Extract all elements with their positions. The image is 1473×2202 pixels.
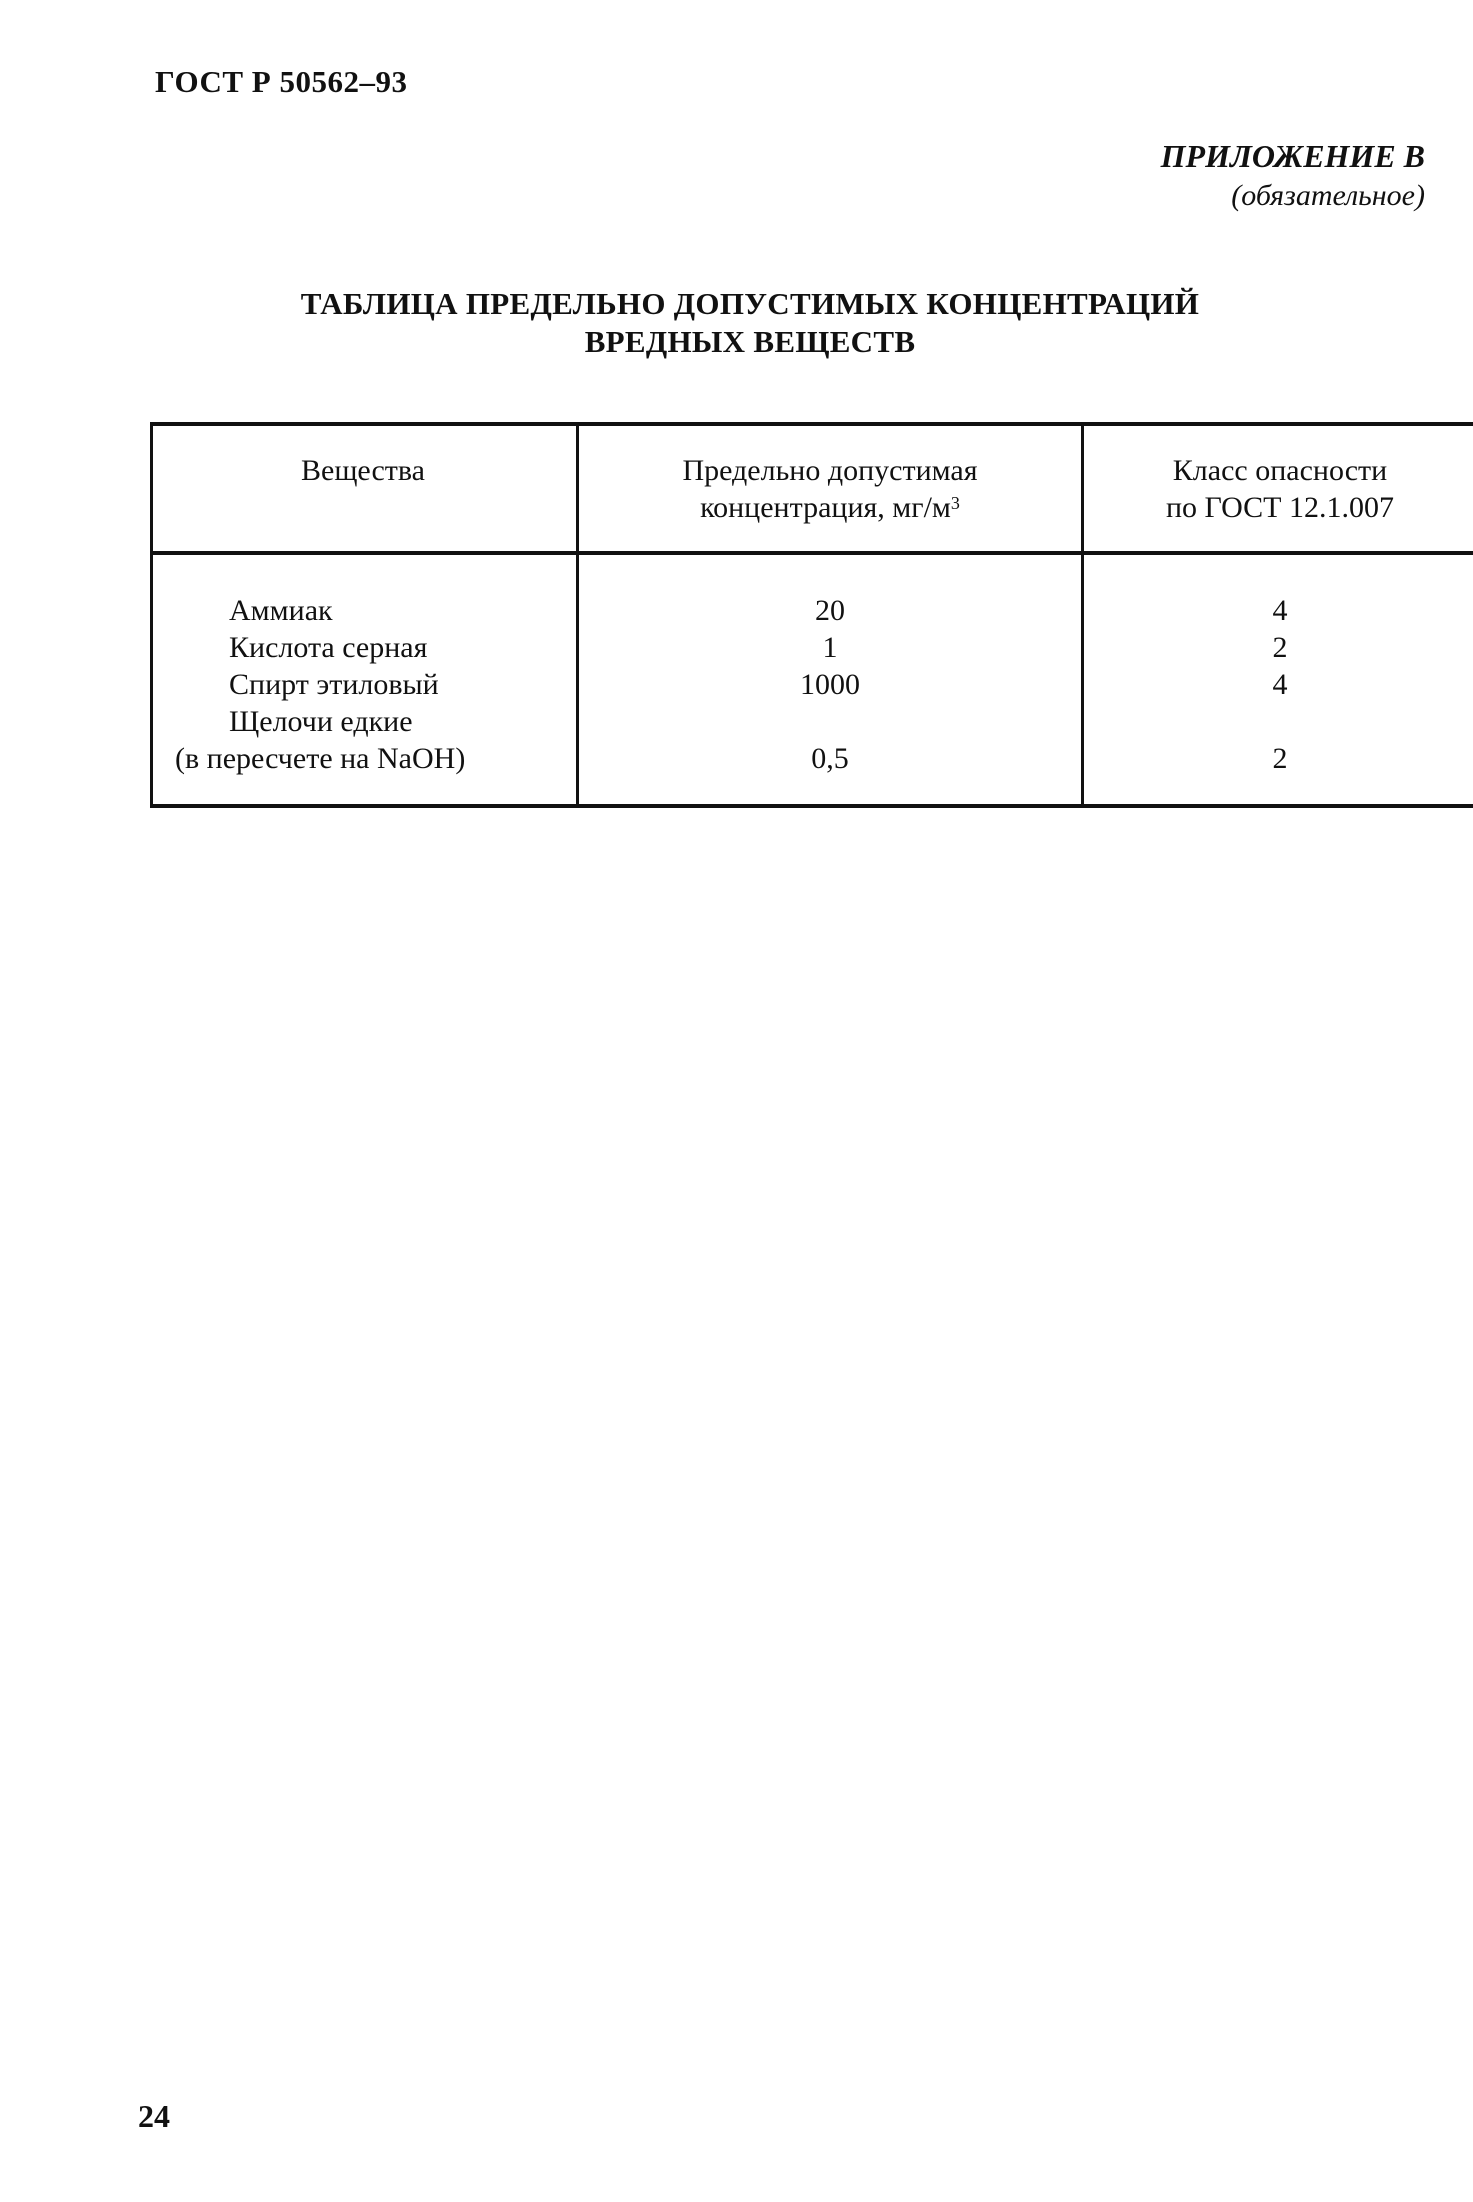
page-number: 24 bbox=[138, 2098, 170, 2134]
substance-cell: Спирт этиловый bbox=[229, 668, 439, 701]
hazard-class-cell: 4 bbox=[1272, 594, 1288, 627]
appendix-note: (обязательное) bbox=[1231, 179, 1425, 212]
table-body bbox=[153, 592, 1473, 777]
table-row bbox=[153, 666, 1473, 703]
substance-cell: Щелочи едкие (в пересчете на NaOH) bbox=[175, 705, 466, 775]
document-code: ГОСТ Р 50562–93 bbox=[155, 64, 408, 99]
column-header-mac: Предельно допустимая концентрация, $мг/м^3$ bbox=[682, 454, 978, 524]
table-title-line-2: ВРЕДНЫХ ВЕЩЕСТВ bbox=[584, 324, 916, 359]
appendix-title: ПРИЛОЖЕНИЕ В bbox=[1160, 138, 1425, 174]
mac-cell: 0,5 bbox=[811, 742, 849, 775]
header-divider bbox=[153, 551, 1473, 555]
mac-cell: 20 bbox=[815, 594, 845, 627]
hazard-class-cell: 2 bbox=[1272, 742, 1288, 775]
table-title-line-1: ТАБЛИЦА ПРЕДЕЛЬНО ДОПУСТИМЫХ КОНЦЕНТРАЦИЙ bbox=[300, 286, 1200, 321]
hazard-class-cell: 2 bbox=[1272, 631, 1288, 664]
column-header-substance: Вещества bbox=[301, 454, 425, 487]
superscript-cubic: 3 bbox=[950, 493, 960, 513]
table-title bbox=[150, 285, 1350, 361]
substance-cell: Кислота серная bbox=[229, 631, 428, 664]
table-row bbox=[153, 629, 1473, 666]
appendix-label bbox=[1161, 136, 1425, 216]
substance-cell: Аммиак bbox=[229, 594, 333, 627]
table-row bbox=[153, 592, 1473, 629]
column-header-hazard-class: Класс опасности по ГОСТ 12.1.007 bbox=[1165, 454, 1395, 524]
mac-table bbox=[150, 422, 1473, 808]
table-row bbox=[153, 703, 1473, 777]
hazard-class-cell: 4 bbox=[1272, 668, 1288, 701]
mac-cell: 1000 bbox=[800, 668, 860, 701]
mac-cell: 1 bbox=[822, 631, 838, 664]
